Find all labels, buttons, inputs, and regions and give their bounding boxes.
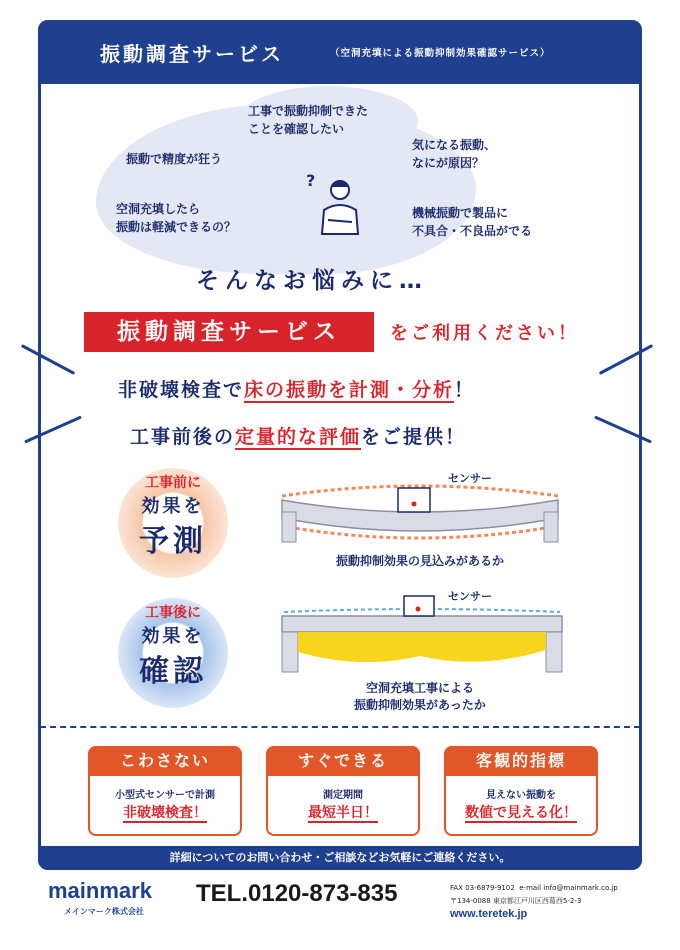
feature-card-nondestructive xyxy=(88,746,242,836)
phone-number[interactable]: TEL.0120-873-835 xyxy=(196,880,398,907)
headline-2-highlight: 定量的な評価 xyxy=(235,426,362,448)
confirm-badge-big: 確認 xyxy=(139,654,207,689)
company-name: メインマーク株式会社 xyxy=(64,907,144,916)
headline-1-pre: 非破壊検査で xyxy=(118,379,245,401)
feature-card-big: 非破壊検査！ xyxy=(123,805,207,821)
page-title: 振動調査サービス xyxy=(100,42,284,66)
after-floor-diagram xyxy=(280,586,564,678)
worry-right-2: 機械振動で製品に 不具合・不良品がでる xyxy=(412,206,533,238)
feature-card-head: 客観的指標 xyxy=(444,746,598,776)
headline-2-post: をご提供！ xyxy=(361,426,467,448)
headline-1-highlight: 床の振動を計測・分析 xyxy=(244,379,455,401)
feature-card-big: 最短半日！ xyxy=(308,805,378,821)
after-sensor-label: センサー xyxy=(448,590,492,603)
before-caption: 振動抑制効果の見込みがあるか xyxy=(335,554,504,568)
worry-left-2: 空洞充填したら 振動は軽減できるの？ xyxy=(116,202,237,234)
address: 〒134-0088 東京都江戸川区西葛西5-2-3 xyxy=(450,897,582,905)
fax-number: FAX 03-6879-9102 xyxy=(450,884,515,892)
feature-card-small: 測定期間 xyxy=(323,790,363,801)
feature-card-head: こわさない xyxy=(88,746,242,776)
headline-2-pre: 工事前後の xyxy=(130,426,236,448)
before-sensor-label: センサー xyxy=(448,472,492,485)
worry-top: 工事で振動抑制できた ことを確認したい xyxy=(248,104,369,136)
feature-card-big: 数値で見える化！ xyxy=(465,805,577,821)
thinking-person-icon xyxy=(306,171,364,242)
confirm-badge-mid: 効果を xyxy=(141,626,205,647)
company-logo: mainmark xyxy=(48,878,152,903)
service-cta: をご利用ください！ xyxy=(390,323,579,344)
svg-text:?: ? xyxy=(306,171,316,190)
after-caption: 空洞充填工事による 振動抑制効果があったか xyxy=(354,681,486,712)
predict-badge-big: 予測 xyxy=(139,524,207,559)
contact-banner: 詳細についてのお問い合わせ・ご相談などお気軽にご連絡ください。 xyxy=(38,846,642,870)
headline-1 xyxy=(118,375,475,402)
headline-2 xyxy=(130,422,466,449)
service-name-banner: 振動調査サービス xyxy=(84,312,374,352)
worry-right-1: 気になる振動、 なにが原因？ xyxy=(412,138,497,170)
headline-1-post: ！ xyxy=(454,379,476,401)
feature-card-small: 見えない振動を xyxy=(486,790,556,801)
feature-card-head: すぐできる xyxy=(266,746,420,776)
feature-card-small: 小型式センサーで計測 xyxy=(115,790,215,801)
confirm-badge xyxy=(118,598,228,708)
predict-badge-small: 工事前に xyxy=(145,475,201,491)
website-link[interactable]: www.teretek.jp xyxy=(450,908,528,920)
before-floor-diagram xyxy=(278,466,562,550)
predict-badge-mid: 効果を xyxy=(141,496,205,517)
fax-email xyxy=(450,884,618,892)
worry-left-1: 振動で精度が狂う xyxy=(126,152,223,166)
section-divider xyxy=(40,726,640,728)
worry-summary: そんなお悩みに… xyxy=(196,268,428,294)
feature-card-objective xyxy=(444,746,598,836)
predict-badge xyxy=(118,468,228,578)
feature-card-quick xyxy=(266,746,420,836)
confirm-badge-small: 工事後に xyxy=(145,605,201,621)
email-address[interactable]: e-mail info@mainmark.co.jp xyxy=(519,884,618,892)
page-subtitle: （空洞充填による振動抑制効果確認サービス） xyxy=(330,48,551,59)
